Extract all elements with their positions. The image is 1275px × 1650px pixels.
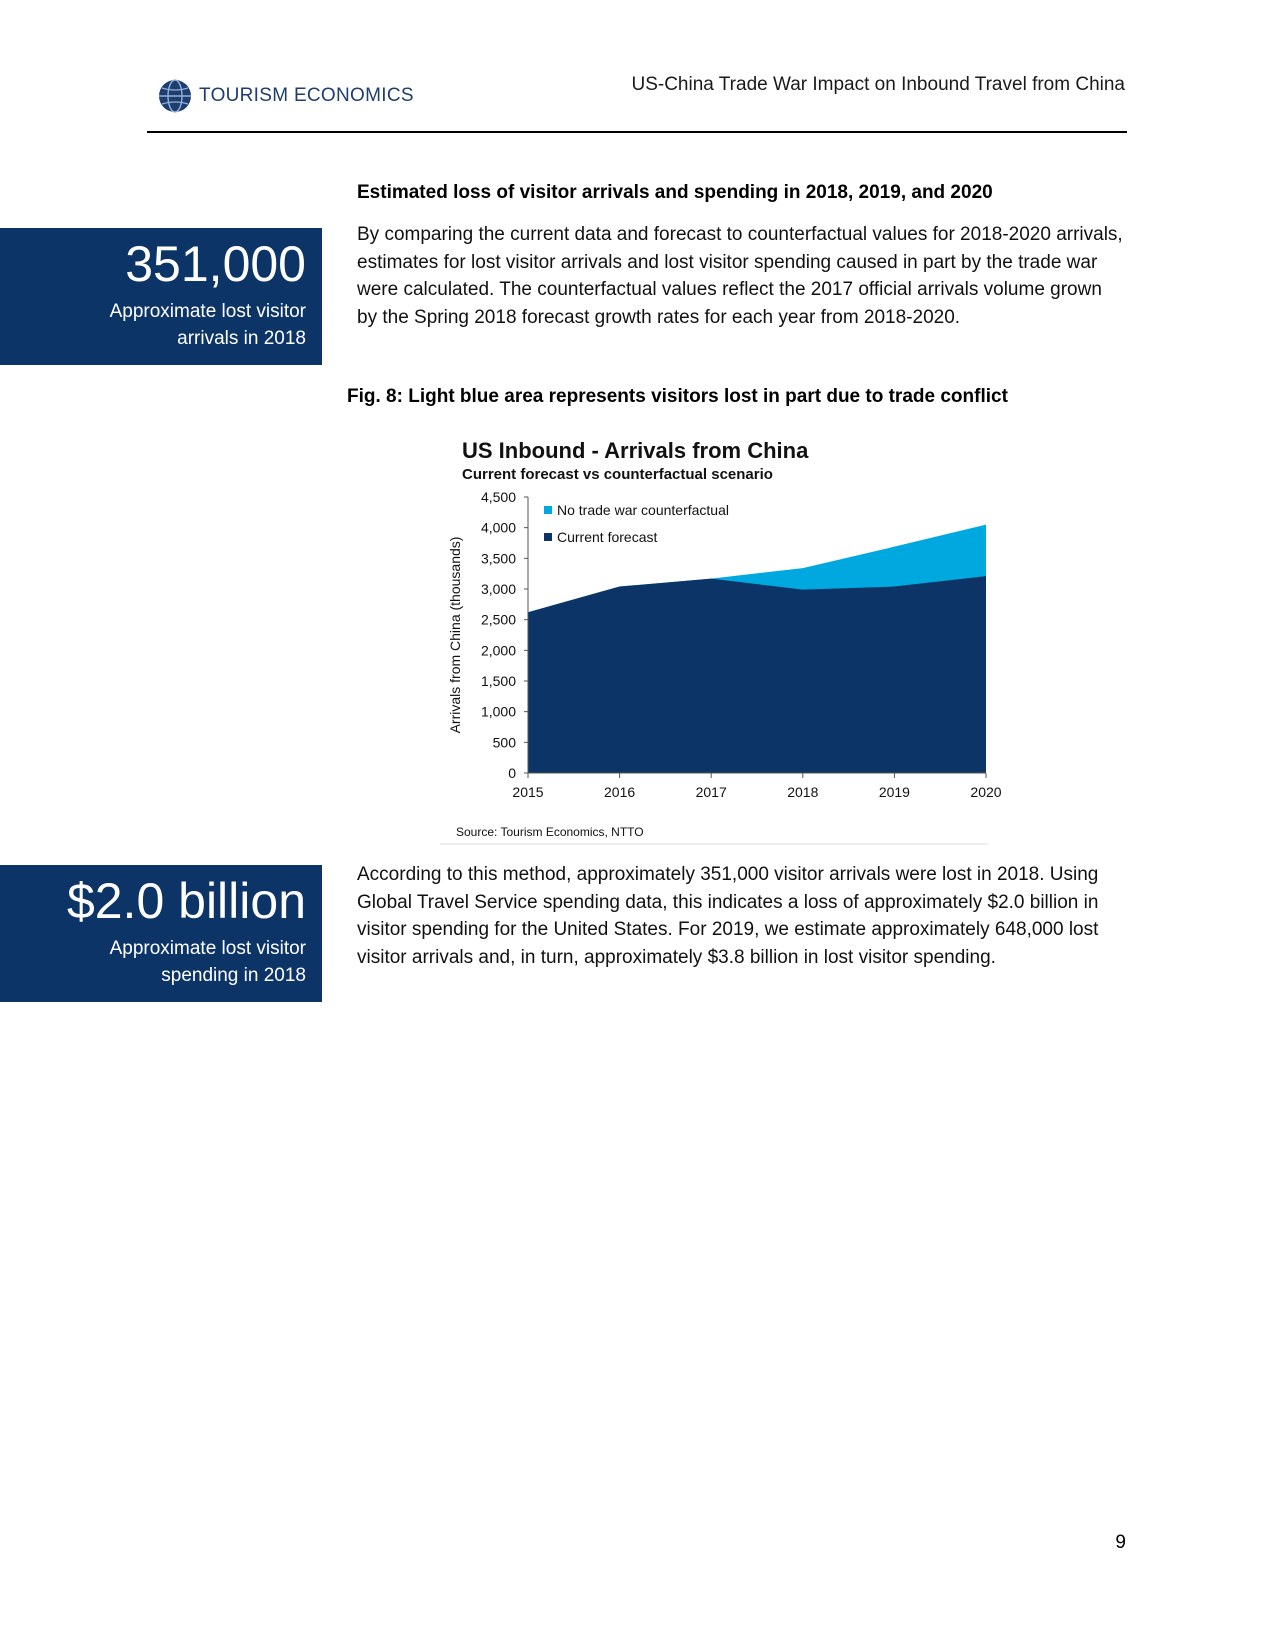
y-tick-label: 2,000 (480, 642, 516, 659)
callout-lost-spending (0, 865, 322, 1002)
legend-label: Current forecast (557, 529, 658, 545)
page-number: 9 (1115, 1532, 1126, 1553)
chart-subtitle: Current forecast vs counterfactual scenario (462, 466, 773, 483)
y-tick-label: 1,000 (480, 703, 516, 720)
x-tick-label: 2016 (604, 784, 636, 800)
callout-label (0, 935, 306, 989)
x-tick-label: 2020 (970, 784, 1002, 800)
y-tick-label: 1,500 (480, 673, 516, 689)
header-divider (147, 131, 1127, 133)
x-tick-label: 2019 (878, 784, 910, 800)
callout-label-line1: Approximate lost visitor (109, 301, 306, 322)
chart-title: US Inbound - Arrivals from China (462, 438, 809, 463)
x-tick-label: 2018 (787, 784, 819, 800)
y-tick-label: 3,000 (480, 581, 516, 597)
legend-label: No trade war counterfactual (557, 502, 729, 518)
logo-text: TOURISM ECONOMICS (199, 85, 414, 106)
current-forecast-area (528, 576, 986, 773)
callout-label-line2: arrivals in 2018 (177, 328, 306, 349)
y-tick-label: 3,500 (480, 550, 516, 567)
arrivals-chart (440, 425, 1020, 845)
y-tick-label: 4,500 (480, 489, 516, 505)
company-logo (157, 78, 414, 114)
globe-icon (157, 78, 193, 114)
callout-lost-arrivals (0, 228, 322, 365)
x-tick-label: 2015 (512, 784, 544, 800)
callout-label-line2: spending in 2018 (161, 965, 306, 986)
y-tick-label: 0 (508, 765, 516, 781)
y-tick-label: 4,000 (480, 519, 516, 536)
y-axis-title: Arrivals from China (thousands) (447, 536, 463, 734)
callout-label (0, 298, 306, 352)
body-paragraph-1: By comparing the current data and forecast to counterfactual values for 2018-2020 arrivals, estimates for lost visitor arrivals and lost visitor spending caused in part by the trade war were calculated. The counterfactual values reflect the 2017 official arrivals volume grown by the Spring 2018 forecast growth rates for each year from 2018-2020. (357, 224, 1123, 328)
document-title: US-China Trade War Impact on Inbound Travel from China (631, 74, 1125, 95)
body-paragraph-2: According to this method, approximately 351,000 visitor arrivals were lost in 2018. Using Global Travel Service spending data, this indicates a loss of approximately $2.0 billion in visitor spending for the United States. For 2019, we estimate approximately 648,000 lost visitor arrivals and, in turn, approximately $3.8 billion in lost visitor spending. (357, 864, 1099, 968)
callout-value: $2.0 billion (66, 873, 306, 929)
callout-label-line1: Approximate lost visitor (109, 938, 306, 959)
chart-source: Source: Tourism Economics, NTTO (456, 825, 644, 839)
y-tick-label: 500 (492, 734, 516, 751)
section-heading: Estimated loss of visitor arrivals and spending in 2018, 2019, and 2020 (357, 182, 993, 203)
legend-swatch (544, 533, 552, 541)
legend-swatch (544, 506, 552, 514)
callout-value: 351,000 (125, 236, 306, 292)
chart-canvas (440, 425, 1020, 845)
figure-caption: Fig. 8: Light blue area represents visitors lost in part due to trade conflict (347, 386, 1008, 407)
y-tick-label: 2,500 (480, 611, 516, 628)
x-tick-label: 2017 (695, 784, 727, 800)
